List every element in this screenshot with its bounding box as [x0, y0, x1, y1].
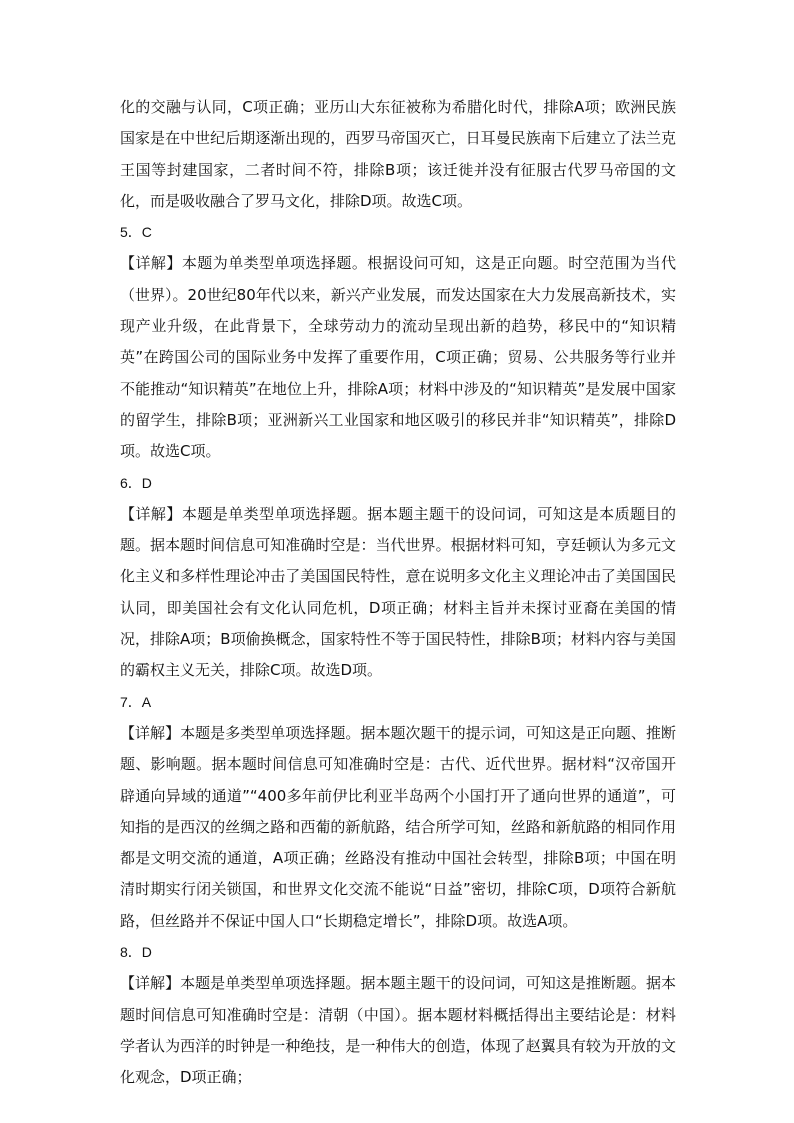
answer-number-q8: 8．D: [120, 944, 152, 961]
answer-number-q6: 6．D: [120, 474, 152, 491]
answer-explanation-q7: 【详解】本题是多类型单项选择题。据本题次题干的提示词，可知这是正向题、推断题、影响题。据本题时间信息可知准确时空是：古代、近代世界。据材料“汉帝国开辟通向异域的通道”“400多年前伊比利亚半岛两个小国打开了通向世界的通道”，可知指的是西汉的丝绸之路和西葡的新航路，结合所学可知，丝路和新航路的相同作用都是文明交流的通道，A项正确；丝路没有推动中国社会转型，排除B项；中国在明清时期实行闭关锁国，和世界文化交流不能说“日益”密切，排除C项，D项符合新航路，但丝路并不保证中国人口“长期稳定增长”，排除D项。故选A项。: [120, 723, 676, 930]
answer-explanation-q5: 【详解】本题为单类型单项选择题。根据设问可知，这是正向题。时空范围为当代（世界）。20世纪80年代以来，新兴产业发展，而发达国家在大力发展高新技术，实现产业升级，在此背景下，全球劳动力的流动呈现出新的趋势，移民中的“知识精英”在跨国公司的国际业务中发挥了重要作用，C项正确；贸易、公共服务等行业并不能推动“知识精英”在地位上升，排除A项；材料中涉及的“知识精英”是发展中国家的留学生，排除B项；亚洲新兴工业国家和地区吸引的移民并非“知识精英”，排除D项。故选C项。: [120, 254, 676, 461]
answer-explanation-q6: 【详解】本题是单类型单项选择题。据本题主题干的设问词，可知这是本质题目的题。据本题时间信息可知准确时空是：当代世界。根据材料可知，亨廷顿认为多元文化主义和多样性理论冲击了美国国民特性，意在说明多文化主义理论冲击了美国国民认同，即美国社会有文化认同危机，D项正确；材料主旨并未探讨亚裔在美国的情况，排除A项；B项偷换概念，国家特性不等于国民特性，排除B项；材料内容与美国的霸权主义无关，排除C项。故选D项。: [120, 504, 676, 680]
answer-explanation-q4-continued: 化的交融与认同，C项正确；亚历山大东征被称为希腊化时代，排除A项；欧洲民族国家是在中世纪后期逐渐出现的，西罗马帝国灭亡，日耳曼民族南下后建立了法兰克王国等封建国家，二者时间不符，排除B项；该迁徙并没有征服古代罗马帝国的文化，而是吸收融合了罗马文化，排除D项。故选C项。: [120, 98, 676, 210]
answer-number-q7: 7．A: [120, 693, 152, 710]
answer-explanation-q8: 【详解】本题是单类型单项选择题。据本题主题干的设问词，可知这是推断题。据本题时间信息可知准确时空是：清朝（中国）。据本题材料概括得出主要结论是：材料学者认为西洋的时钟是一种绝技，是一种伟大的创造，体现了赵翼具有较为开放的文化观念，D项正确；: [120, 974, 676, 1087]
answer-number-q5: 5．C: [120, 224, 152, 241]
